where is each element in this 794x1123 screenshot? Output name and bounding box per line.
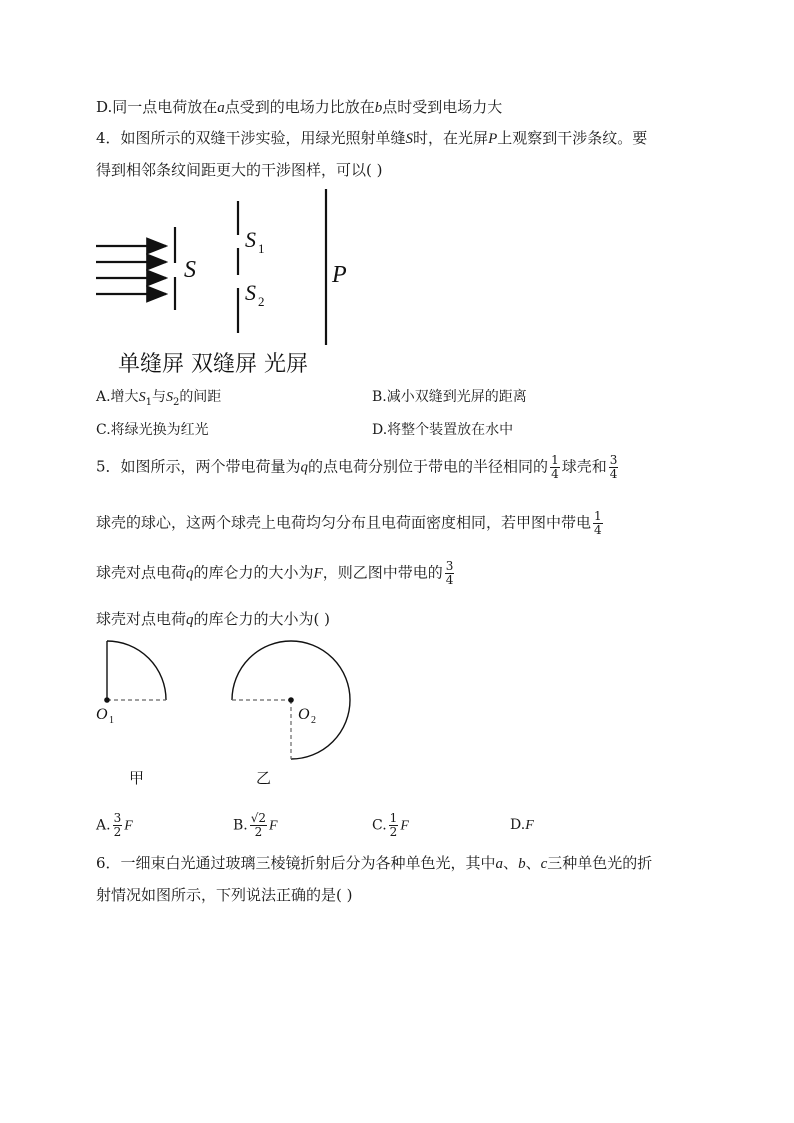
q4-option-d[interactable]: D.将整个装置放在水中 xyxy=(372,422,514,438)
q5-option-c[interactable]: C. $\frac{1}{2}$ F xyxy=(372,811,409,839)
label-S2-sub: 2 xyxy=(258,294,265,309)
label-S: S xyxy=(184,257,196,283)
quarter-shell-arc xyxy=(107,641,166,700)
label-O1-sub: 1 xyxy=(109,715,114,726)
caption-jia: 甲 xyxy=(129,769,145,787)
q5-stem-line3: 球壳对点电荷q的库仑力的大小为F，则乙图中带电的 $\frac{3}{4}$ xyxy=(96,559,454,587)
q4-stem-line1: 4．如图所示的双缝干涉实验，用绿光照射单缝S时，在光屏P上观察到干涉条纹。要 xyxy=(96,129,648,147)
figure-caption: 单缝屏 双缝屏 光屏 xyxy=(118,352,308,377)
fraction-three-quarter: $\frac{3}{4}$ xyxy=(445,559,454,587)
label-S1: S xyxy=(245,227,256,252)
q5-option-b[interactable]: B. $\frac{√2}{2}$ F xyxy=(233,811,278,839)
q5-stem-line4: 球壳对点电荷q的库仑力的大小为( ) xyxy=(96,610,330,628)
fraction-three-quarter: $\frac{3}{4}$ xyxy=(609,453,618,481)
q6-stem-line1: 6．一细束白光通过玻璃三棱镜折射后分为各种单色光，其中a、b、c三种单色光的折 xyxy=(96,854,653,872)
label-O1: O xyxy=(96,706,108,723)
q5-option-a[interactable]: A. $\frac{3}{2}$ F xyxy=(96,811,133,839)
double-slit-figure xyxy=(90,185,380,385)
label-S2: S xyxy=(245,280,256,305)
q6-stem-line2: 射情况如图所示，下列说法正确的是( ) xyxy=(96,886,353,904)
fraction-quarter: $\frac{1}{4}$ xyxy=(551,453,559,481)
label-P: P xyxy=(332,262,347,288)
q4-option-b[interactable]: B.减小双缝到光屏的距离 xyxy=(372,389,527,405)
fraction-quarter: $\frac{1}{4}$ xyxy=(594,509,602,537)
q5-stem-line1: 5．如图所示，两个带电荷量为q的点电荷分别位于带电的半径相同的 $\frac{1}{4}$ 球壳和 $\frac{3}{4}$ xyxy=(96,453,618,481)
q3-option-d: D.同一点电荷放在a点受到的电场力比放在b点时受到电场力大 xyxy=(96,98,503,116)
label-O2: O xyxy=(298,706,310,723)
caption-yi: 乙 xyxy=(256,769,272,787)
incident-light-arrows xyxy=(96,246,166,294)
q5-stem-line2: 球壳的球心，这两个球壳上电荷均匀分布且电荷面密度相同，若甲图中带电 $\frac{1}{4}$ xyxy=(96,509,602,537)
spherical-shell-figure xyxy=(90,635,370,795)
q4-option-c[interactable]: C.将绿光换为红光 xyxy=(96,422,209,438)
q5-option-d[interactable]: D.F xyxy=(510,817,534,833)
label-O2-sub: 2 xyxy=(311,715,316,726)
q4-stem-line2: 得到相邻条纹间距更大的干涉图样，可以( ) xyxy=(96,161,383,179)
q4-option-a[interactable]: A.增大$S_1$与$S_2$的间距 xyxy=(96,389,222,408)
center-O2-dot xyxy=(288,697,294,703)
center-O1-dot xyxy=(104,697,110,703)
label-S1-sub: 1 xyxy=(258,241,265,256)
